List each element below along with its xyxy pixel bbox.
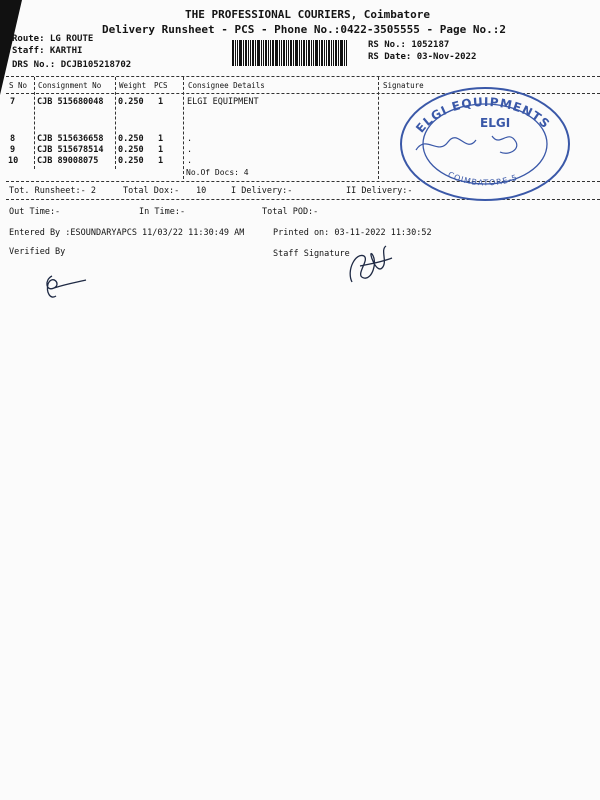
barcode-bar xyxy=(250,40,251,66)
barcode-bar xyxy=(313,40,314,66)
barcode-bar xyxy=(346,40,347,66)
barcode-bar xyxy=(340,40,343,66)
barcode-bar xyxy=(245,40,247,66)
barcode-bar xyxy=(261,40,262,66)
row-pcs: 1 xyxy=(158,156,164,166)
barcode-bar xyxy=(303,40,305,66)
table-top-rule xyxy=(6,76,600,77)
barcode-bar xyxy=(283,40,285,66)
stamp-logo: ELGI xyxy=(480,116,511,130)
col-consignee: Consignee Details xyxy=(188,81,265,90)
barcode-bar xyxy=(311,40,312,66)
company-stamp xyxy=(396,84,574,204)
total-runsheet: Tot. Runsheet:- 2 xyxy=(9,186,96,196)
route-label: Route: LG ROUTE xyxy=(12,34,94,44)
row-consignee: . xyxy=(187,156,193,166)
barcode-bar xyxy=(252,40,254,66)
total-dox-value: 10 xyxy=(196,186,207,196)
row-sno: 8 xyxy=(10,134,16,144)
barcode xyxy=(232,40,348,66)
barcode-bar xyxy=(335,40,337,66)
barcode-bar xyxy=(301,40,302,66)
total-pod: Total POD:- xyxy=(262,207,319,217)
staff-signature-label: Staff Signature xyxy=(273,249,350,259)
col-consignment: Consignment No xyxy=(38,81,102,90)
drs-number: DRS No.: DCJB105218702 xyxy=(12,60,132,70)
verifier-signature xyxy=(40,270,100,304)
barcode-bar xyxy=(338,40,339,66)
barcode-bar xyxy=(326,40,327,66)
barcode-bar xyxy=(239,40,242,66)
row-consignment: CJB 515636658 xyxy=(37,134,104,144)
barcode-bar xyxy=(248,40,249,66)
barcode-bar xyxy=(324,40,325,66)
barcode-bar xyxy=(288,40,289,66)
row-consignee: . xyxy=(187,145,193,155)
barcode-bar xyxy=(333,40,334,66)
row-consignment: CJB 515680048 xyxy=(37,97,104,107)
entered-by: Entered By :ESOUNDARYAPCS 11/03/22 11:30:49 AM xyxy=(9,228,245,238)
rs-number: RS No.: 1052187 xyxy=(368,40,450,50)
row-consignee: . xyxy=(187,134,193,144)
total-dox-label: Total Dox:- xyxy=(123,186,180,196)
row-pcs: 1 xyxy=(158,145,164,155)
barcode-bar xyxy=(275,40,278,66)
barcode-bar xyxy=(331,40,332,66)
barcode-bar xyxy=(270,40,271,66)
svg-text:COIMBATORE-5 xyxy=(446,170,519,187)
barcode-bar xyxy=(281,40,282,66)
barcode-bar xyxy=(255,40,256,66)
row-weight: 0.250 xyxy=(118,97,144,107)
stamp-bottom-text: COIMBATORE-5 xyxy=(446,170,520,188)
rs-date: RS Date: 03-Nov-2022 xyxy=(368,52,477,62)
barcode-bar xyxy=(295,40,298,66)
verified-by: Verified By xyxy=(9,247,66,257)
barcode-bar xyxy=(286,40,287,66)
barcode-bar xyxy=(237,40,238,66)
out-time: Out Time:- xyxy=(9,207,61,217)
runsheet-subtitle: Delivery Runsheet - PCS - Phone No.:0422-3505555 - Page No.:2 xyxy=(102,23,506,36)
barcode-bar xyxy=(272,40,274,66)
barcode-bar xyxy=(268,40,269,66)
barcode-bar xyxy=(328,40,330,66)
row-weight: 0.250 xyxy=(118,134,144,144)
barcode-bar xyxy=(306,40,307,66)
barcode-bar xyxy=(315,40,318,66)
barcode-bar xyxy=(299,40,300,66)
staff-label: Staff: KARTHI xyxy=(12,46,83,56)
col-weight: Weight xyxy=(119,81,147,90)
col-divider xyxy=(378,77,379,179)
ii-delivery: II Delivery:- xyxy=(346,186,413,196)
barcode-bar xyxy=(265,40,267,66)
printed-on: Printed on: 03-11-2022 11:30:52 xyxy=(273,228,432,238)
barcode-bar xyxy=(293,40,294,66)
barcode-bar xyxy=(308,40,310,66)
row-sno: 7 xyxy=(10,97,16,107)
in-time: In Time:- xyxy=(139,207,186,217)
row-pcs: 1 xyxy=(158,97,164,107)
stamp-top-text: ELGI EQUIPMENTS xyxy=(413,94,553,136)
barcode-bar xyxy=(257,40,260,66)
staff-signature xyxy=(342,240,398,290)
barcode-bar xyxy=(263,40,264,66)
barcode-bar xyxy=(319,40,320,66)
row-consignee: ELGI EQUIPMENT xyxy=(187,97,259,107)
col-divider xyxy=(183,77,184,179)
col-sno: S No xyxy=(9,81,28,90)
col-divider xyxy=(115,77,116,169)
row-weight: 0.250 xyxy=(118,145,144,155)
row-consignment: CJB 89008075 xyxy=(37,156,99,166)
barcode-bar xyxy=(279,40,280,66)
col-signature: Signature xyxy=(383,81,424,90)
barcode-bar xyxy=(290,40,292,66)
barcode-bar xyxy=(344,40,345,66)
doc-count: No.Of Docs: 4 xyxy=(186,168,249,177)
row-pcs: 1 xyxy=(158,134,164,144)
row-sno: 10 xyxy=(8,156,19,166)
barcode-bar xyxy=(243,40,244,66)
col-pcs: PCS xyxy=(154,81,168,90)
barcode-bar xyxy=(321,40,323,66)
row-consignment: CJB 515678514 xyxy=(37,145,104,155)
row-sno: 9 xyxy=(10,145,16,155)
barcode-bar xyxy=(235,40,236,66)
row-weight: 0.250 xyxy=(118,156,144,166)
col-divider xyxy=(34,77,35,169)
i-delivery: I Delivery:- xyxy=(231,186,293,196)
barcode-bar xyxy=(232,40,234,66)
company-name: THE PROFESSIONAL COURIERS, Coimbatore xyxy=(185,8,431,21)
